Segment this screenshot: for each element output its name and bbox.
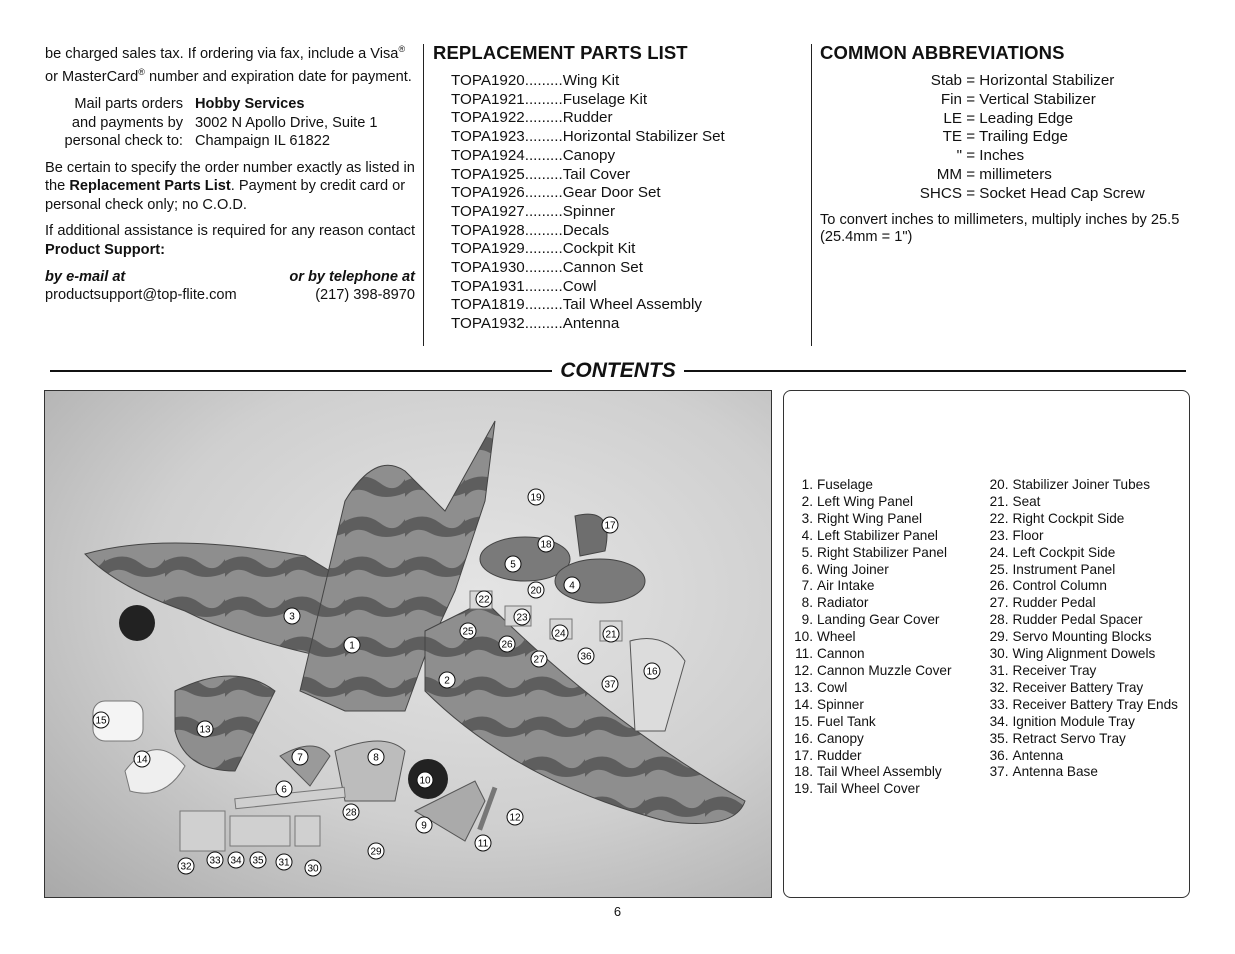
item-name: Receiver Battery Tray Ends <box>1012 696 1178 712</box>
callout-marker <box>531 651 547 667</box>
part-item: TOPA1923.........Horizontal Stabilizer Set <box>451 128 725 146</box>
callout-number: 17 <box>604 520 616 532</box>
contents-list-item <box>792 781 988 798</box>
callout-number: 23 <box>516 612 528 624</box>
callout-number: 29 <box>370 846 382 858</box>
conversion-note: To convert inches to millimeters, multiply inches by 25.5 (25.4mm = 1") <box>820 211 1180 246</box>
callout-number: 37 <box>604 679 616 691</box>
callout-marker <box>343 804 359 820</box>
replacement-parts-column <box>433 40 803 334</box>
contents-list-item <box>792 646 988 663</box>
callout-number: 19 <box>530 492 542 504</box>
abbreviation-key: TE <box>942 128 962 146</box>
abbreviation-row <box>820 110 1195 129</box>
item-number: 13. <box>794 679 813 695</box>
part-item: TOPA1925.........Tail Cover <box>451 165 631 183</box>
callout-number: 33 <box>209 855 221 867</box>
abbreviations-list <box>820 72 1195 204</box>
callout-marker <box>528 582 544 598</box>
item-number: 14. <box>794 696 813 712</box>
contents-list-item <box>792 731 988 748</box>
item-number: 5. <box>801 544 813 560</box>
column-divider <box>811 44 812 346</box>
tray-part <box>180 811 225 851</box>
callout-number: 12 <box>509 812 521 824</box>
callout-marker <box>505 556 521 572</box>
callout-number: 34 <box>230 855 242 867</box>
part-item: TOPA1927.........Spinner <box>451 202 616 220</box>
item-name: Left Cockpit Side <box>1012 544 1116 560</box>
callout-number: 7 <box>297 752 303 764</box>
contents-list-box <box>783 390 1190 898</box>
item-number: 12. <box>794 662 813 678</box>
item-number: 16. <box>794 730 813 746</box>
item-number: 6. <box>801 561 813 577</box>
item-name: Wheel <box>817 629 856 645</box>
callout-marker <box>276 781 292 797</box>
contents-list-item <box>988 764 1188 781</box>
item-name: Cowl <box>817 679 848 695</box>
callout-marker <box>538 536 554 552</box>
abbreviation-meaning: = Socket Head Cap Screw <box>962 184 1145 202</box>
part-item: TOPA1819.........Tail Wheel Assembly <box>451 296 702 314</box>
callout-marker <box>514 609 530 625</box>
callout-marker <box>460 623 476 639</box>
callout-number: 32 <box>180 861 192 873</box>
contents-list-item <box>988 646 1188 663</box>
item-number: 21. <box>989 493 1009 509</box>
contents-list-item <box>988 562 1188 579</box>
callout-number: 8 <box>373 752 379 764</box>
abbreviation-key: Fin <box>940 90 962 108</box>
item-number: 36. <box>989 747 1009 763</box>
contents-list-item <box>988 697 1188 714</box>
abbreviation-meaning: = Horizontal Stabilizer <box>962 72 1115 89</box>
item-name: Rudder Pedal Spacer <box>1012 612 1143 628</box>
callout-marker <box>228 852 244 868</box>
contents-list-item <box>792 612 988 629</box>
contents-list-item <box>792 511 988 528</box>
callout-number: 5 <box>510 559 516 571</box>
abbreviation-key: SHCS <box>919 184 962 202</box>
replacement-parts-list <box>433 72 803 334</box>
contents-list-item <box>988 545 1188 562</box>
tray-part <box>230 816 290 846</box>
abbreviation-row <box>820 72 1195 91</box>
contents-list-item <box>988 528 1188 545</box>
contents-list-item <box>792 714 988 731</box>
contents-list-item <box>988 595 1188 612</box>
callout-marker <box>475 835 491 851</box>
abbreviation-key: Stab <box>930 72 962 89</box>
abbreviation-row <box>820 166 1195 185</box>
callout-marker <box>528 489 544 505</box>
callout-number: 15 <box>95 715 107 727</box>
item-number: 8. <box>801 595 813 611</box>
item-name: Antenna <box>1012 747 1064 763</box>
item-name: Air Intake <box>817 578 875 594</box>
item-number: 11. <box>795 646 813 662</box>
assistance-text: If additional assistance is required for any reason contact Product Support: <box>45 223 415 259</box>
callout-number: 27 <box>533 654 545 666</box>
callout-marker <box>602 517 618 533</box>
item-name: Receiver Tray <box>1012 662 1097 678</box>
contents-list-right <box>988 477 1188 798</box>
item-name: Right Cockpit Side <box>1012 510 1125 526</box>
item-number: 15. <box>794 713 813 729</box>
mail-address-block: Mail parts orders Hobby Services and payments by 3002 N Apollo Drive, Suite 1 personal check to: Champaign IL 61822 <box>64 95 378 150</box>
item-name: Spinner <box>817 696 864 712</box>
callout-marker <box>250 852 266 868</box>
heading-rule <box>684 370 1186 372</box>
part-item: TOPA1929.........Cockpit Kit <box>451 240 636 258</box>
callout-number: 3 <box>289 611 295 623</box>
callout-marker <box>603 626 619 642</box>
callout-marker <box>499 636 515 652</box>
item-name: Cannon <box>817 646 865 662</box>
item-name: Wing Alignment Dowels <box>1012 646 1156 662</box>
abbreviation-meaning: = Trailing Edge <box>962 128 1068 146</box>
item-number: 23. <box>989 527 1009 543</box>
ordering-intro: be charged sales tax. If ordering via fax, include a Visa® or MasterCard® number and expiration date for payment. <box>45 44 412 86</box>
item-number: 26. <box>989 578 1009 594</box>
callout-marker <box>507 809 523 825</box>
contents-list-item <box>988 494 1188 511</box>
callout-number: 25 <box>462 626 474 638</box>
contents-list-item <box>988 578 1188 595</box>
order-instructions: Be certain to specify the order number exactly as listed in the Replacement Parts List. Payment by credit card or personal check only; no C.O.D. <box>45 159 415 213</box>
callout-number: 31 <box>278 857 290 869</box>
item-name: Instrument Panel <box>1012 561 1116 577</box>
callout-number: 26 <box>501 639 513 651</box>
item-number: 17. <box>794 747 813 763</box>
item-number: 4. <box>801 527 813 543</box>
contents-list-item <box>988 748 1188 765</box>
callout-marker <box>197 721 213 737</box>
contents-list-item <box>792 697 988 714</box>
replacement-parts-title: REPLACEMENT PARTS LIST <box>433 42 688 63</box>
callout-marker <box>416 817 432 833</box>
abbreviation-key: " <box>956 147 962 165</box>
tail-wheel-part <box>119 605 155 641</box>
item-name: Ignition Module Tray <box>1012 713 1135 729</box>
contents-list-item <box>988 714 1188 731</box>
callout-marker <box>476 591 492 607</box>
item-name: Tail Wheel Assembly <box>817 764 942 780</box>
contents-list-item <box>988 629 1188 646</box>
kit-parts-illustration <box>45 391 772 898</box>
part-item: TOPA1931.........Cowl <box>451 277 597 295</box>
radiator-part <box>335 741 405 801</box>
callout-number: 35 <box>252 855 264 867</box>
abbreviation-meaning: = millimeters <box>962 165 1052 183</box>
column-divider <box>423 44 424 346</box>
item-number: 18. <box>794 764 813 780</box>
item-name: Retract Servo Tray <box>1012 730 1126 746</box>
item-number: 3. <box>801 510 813 526</box>
callout-number: 10 <box>419 775 431 787</box>
callout-marker <box>292 749 308 765</box>
item-name: Fuel Tank <box>817 713 876 729</box>
callout-number: 2 <box>444 675 450 687</box>
callout-number: 6 <box>281 784 287 796</box>
abbreviation-row <box>820 128 1195 147</box>
item-number: 20. <box>989 477 1009 492</box>
item-number: 2. <box>801 493 813 509</box>
contents-list-item <box>988 663 1188 680</box>
contents-list-item <box>792 578 988 595</box>
item-name: Tail Wheel Cover <box>817 781 920 797</box>
contents-list-item <box>792 562 988 579</box>
callout-marker <box>178 858 194 874</box>
item-name: Left Stabilizer Panel <box>817 527 938 543</box>
contents-list-item <box>792 477 988 494</box>
item-name: Rudder Pedal <box>1012 595 1096 611</box>
contents-list-item <box>792 663 988 680</box>
item-name: Wing Joiner <box>817 561 889 577</box>
contents-list-item <box>988 511 1188 528</box>
callout-marker <box>417 772 433 788</box>
callout-number: 4 <box>569 580 575 592</box>
callout-number: 21 <box>605 629 617 641</box>
callout-number: 1 <box>349 640 355 652</box>
abbreviation-row <box>820 147 1195 166</box>
part-item: TOPA1926.........Gear Door Set <box>451 184 661 202</box>
callout-marker <box>439 672 455 688</box>
abbreviations-title: COMMON ABBREVIATIONS <box>820 42 1065 63</box>
item-name: Cannon Muzzle Cover <box>817 662 952 678</box>
item-name: Canopy <box>817 730 864 746</box>
callout-marker <box>344 637 360 653</box>
rudder-part <box>575 514 607 556</box>
contents-list-item <box>792 545 988 562</box>
abbreviation-meaning: = Inches <box>962 147 1025 165</box>
item-number: 1. <box>801 477 813 492</box>
item-number: 33. <box>989 696 1009 712</box>
item-name: Fuselage <box>817 477 873 492</box>
item-number: 10. <box>794 629 813 645</box>
part-item: TOPA1921.........Fuselage Kit <box>451 90 648 108</box>
callout-marker <box>276 854 292 870</box>
item-name: Left Wing Panel <box>817 493 913 509</box>
item-number: 34. <box>989 713 1009 729</box>
item-number: 32. <box>989 679 1009 695</box>
part-item: TOPA1924.........Canopy <box>451 146 616 164</box>
item-number: 28. <box>989 612 1009 628</box>
kit-contents-photo <box>44 390 772 898</box>
item-name: Seat <box>1012 493 1041 509</box>
callout-marker <box>368 843 384 859</box>
contents-list-item <box>792 748 988 765</box>
contact-headings: by e-mail at or by telephone at <box>45 268 415 285</box>
canopy-part <box>630 639 685 732</box>
item-name: Floor <box>1012 527 1044 543</box>
item-number: 22. <box>989 510 1009 526</box>
callout-number: 9 <box>421 820 427 832</box>
callout-number: 22 <box>478 594 490 606</box>
contents-list-left <box>792 477 988 798</box>
callout-number: 20 <box>530 585 542 597</box>
item-number: 37. <box>989 764 1009 780</box>
cowl-part <box>175 676 275 771</box>
tray-part <box>295 816 320 846</box>
item-number: 19. <box>794 781 813 797</box>
support-phone: (217) 398-8970 <box>315 287 415 304</box>
abbreviation-row <box>820 185 1195 204</box>
callout-marker <box>602 676 618 692</box>
abbreviation-row <box>820 91 1195 110</box>
callout-marker <box>578 648 594 664</box>
item-number: 31. <box>989 662 1009 678</box>
item-name: Control Column <box>1012 578 1107 594</box>
callout-marker <box>305 860 321 876</box>
item-name: Right Wing Panel <box>817 510 923 526</box>
part-item: TOPA1932.........Antenna <box>451 315 620 333</box>
contents-list-item <box>792 595 988 612</box>
page-number: 6 <box>613 904 622 919</box>
contents-list-item <box>792 680 988 697</box>
part-item: TOPA1920.........Wing Kit <box>451 72 620 89</box>
callout-marker <box>207 852 223 868</box>
item-number: 27. <box>989 595 1009 611</box>
item-name: Antenna Base <box>1012 764 1098 780</box>
callout-number: 13 <box>199 724 211 736</box>
callout-number: 14 <box>136 754 148 766</box>
abbreviation-key: LE <box>943 109 962 127</box>
callout-number: 36 <box>580 651 592 663</box>
callout-number: 30 <box>307 863 319 875</box>
part-item: TOPA1922.........Rudder <box>451 109 613 127</box>
callout-marker <box>564 577 580 593</box>
contents-list-item <box>988 731 1188 748</box>
item-number: 7. <box>801 578 813 594</box>
contents-list-item <box>792 494 988 511</box>
item-number: 35. <box>989 730 1009 746</box>
item-name: Radiator <box>817 595 869 611</box>
contents-list-item <box>792 764 988 781</box>
item-name: Rudder <box>817 747 862 763</box>
callout-marker <box>644 663 660 679</box>
callout-marker <box>134 751 150 767</box>
ordering-info-column <box>45 40 415 305</box>
callout-number: 24 <box>554 628 566 640</box>
callout-marker <box>552 625 568 641</box>
item-number: 9. <box>801 612 813 628</box>
abbreviation-meaning: = Vertical Stabilizer <box>962 90 1096 108</box>
contents-heading: CONTENTS <box>50 358 1186 384</box>
contents-list-item <box>792 528 988 545</box>
item-number: 30. <box>989 646 1009 662</box>
heading-rule <box>50 370 552 372</box>
callout-number: 18 <box>540 539 552 551</box>
item-name: Landing Gear Cover <box>817 612 940 628</box>
item-number: 24. <box>989 544 1009 560</box>
abbreviations-column <box>820 40 1195 247</box>
callout-number: 16 <box>646 666 658 678</box>
callout-marker <box>284 608 300 624</box>
part-item: TOPA1930.........Cannon Set <box>451 259 643 277</box>
part-item: TOPA1928.........Decals <box>451 221 610 239</box>
contents-list-item <box>792 629 988 646</box>
abbreviation-key: MM <box>936 165 962 183</box>
item-name: Servo Mounting Blocks <box>1012 629 1152 645</box>
item-name: Receiver Battery Tray <box>1012 679 1144 695</box>
callout-number: 11 <box>477 838 489 850</box>
item-name: Stabilizer Joiner Tubes <box>1012 477 1151 492</box>
abbreviation-meaning: = Leading Edge <box>962 109 1074 127</box>
item-number: 29. <box>989 629 1009 645</box>
contents-list-item <box>988 477 1188 494</box>
callout-marker <box>93 712 109 728</box>
callout-number: 28 <box>345 807 357 819</box>
item-number: 25. <box>989 561 1009 577</box>
contents-list-item <box>988 612 1188 629</box>
support-email-link[interactable]: productsupport@top-flite.com <box>45 287 237 304</box>
item-name: Right Stabilizer Panel <box>817 544 947 560</box>
contents-list-item <box>988 680 1188 697</box>
contact-values <box>45 286 415 305</box>
callout-marker <box>368 749 384 765</box>
